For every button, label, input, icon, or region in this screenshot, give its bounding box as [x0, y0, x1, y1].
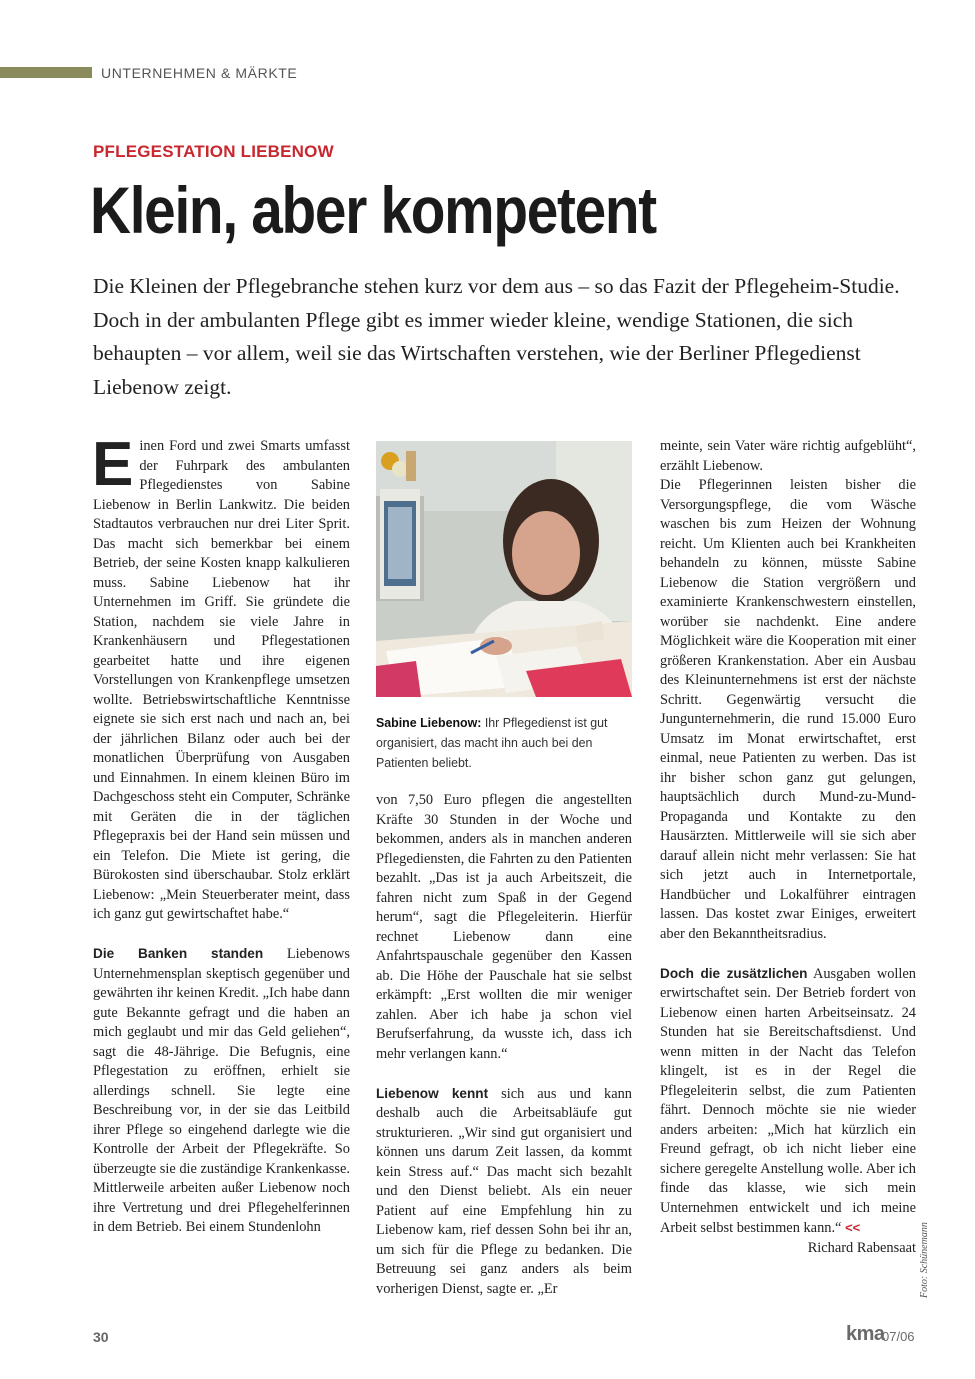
- paragraph: [92, 430, 350, 925]
- photo-caption: [376, 713, 617, 773]
- portrait-photo-drawing: [376, 441, 632, 697]
- end-mark: <<: [845, 1220, 861, 1235]
- paragraph-text: sich aus und kann deshalb auch die Arbeitsabläufe gut strukturieren. „Wir sind gut organisiert und können uns darum Zeit lassen, da kommt kein Stress auf.“ Das macht sich bezahlt und den Dienst beliebt. Als ein neuer Patient auf eine Empfehlung hin zu Liebenow kam, rief dessen Sohn bei ihr an, um sich für die Pflege zu bedanken. Die Betreuung sei ganz anders als beim vorherigen Dienst, sagte er. „Er: [376, 1085, 632, 1297]
- paragraph: Die Pflegerinnen leisten bisher die Versorgungspflege, die vom Wäsche waschen bis zum Heizen der Wohnung reicht. Um Klienten auch bei Krankheiten behandeln zu können, müsste Sabine Liebenow die Station vergrößern und examinierte Krankenschwestern einstellen, worüber sie nachdenkt. Eine andere Möglichkeit wäre die Kooperation mit einer größeren Krankenstation. Aber ein Ausbau des Kleinunternehmens ist erst der nächste Schritt. Gegenwärtig versucht die Jungunternehmerin, die rund 15.000 Euro Umsatz im Monat erwirtschaftet, erst einmal, neue Patienten zu werben. Das ist ihr bisher schon ganz gut gelungen, hauptsächlich durch Mund-zu-Mund-Propaganda und Kontakte zu den Hausärzten. Mittlerweile will sie sich aber darauf allein nicht mehr verlassen: Sie hat sich jetzt auch in Internetportale, Handbücher und Lokalführer eintragen lassen. Das kostet zwar Einiges, erweitert aber den Bekanntheitsradius.: [660, 477, 916, 942]
- photo-credit: Foto: Schünemann: [919, 1222, 930, 1298]
- portrait-photo: [376, 441, 632, 697]
- text-column-2: [376, 791, 632, 1299]
- article-title: Klein, aber kompetent: [90, 173, 656, 247]
- run-in-heading: Doch die zusätzlichen: [660, 965, 808, 981]
- paragraph: [93, 944, 350, 1238]
- issue-number: 07/06: [882, 1329, 915, 1344]
- article-kicker: PFLEGESTATION LIEBENOW: [93, 142, 334, 161]
- paragraph: von 7,50 Euro pflegen die angestellten Kräfte 30 Stunden in der Woche und bekommen, anders als in manchen anderen Pflegediensten, die Fahrten zu den Patienten bezahlt. „Das ist ja auch Arbeitszeit, die fahren nicht zum Spaß in der Gegend herum“, sagt die Pflegeleiterin. Hierfür rechnet Liebenow dann eine Anfahrtspauschale gegenüber den Kassen ab. Die Höhe der Pauschale hat sie selbst erkämpft: „Erst wollten die mir weniger zahlen. Aber ich habe ja schon viel Berufserfahrung, da wusste ich, dass ich mehr verlangen kann.“: [376, 792, 632, 1062]
- author-name: Richard Rabensaat: [807, 1239, 916, 1256]
- paragraph: [660, 964, 916, 1239]
- text-column-3: [660, 437, 916, 1258]
- paragraph-text: inen Ford und zwei Smarts umfasst der Fuhrpark des ambulanten Pflegedienstes von Sabine Liebenow in Berlin Lankwitz. Die beiden Stadtautos verbrauchen nur drei Liter Sprit. Das macht sich bemerkbar bei einem Betrieb, der seine Kosten knapp kalkulieren muss. Sabine Liebenow hat ihr Unternehmen im Griff. Sie gründete die Station, nachdem sie viele Jahre in Krankenhäusern und Pflegestationen gearbeitet hatte und ihre eigenen Vorstellungen von Krankenpflege umsetzen wollte. Betriebswirtschaftliche Kenntnisse eignete sie sich erst nach und nach an, bei der jährlichen Bilanz oder auch bei der monatlichen Überprüfung von Ausgaben und Einnahmen. In einem kleinen Büro im Dachgeschoss steht ein Computer, Schränke mit Geräten die in der täglichen Pflegepraxis bei der Hand sein müssen und ein Telefon. Die Miete ist gering, die Bürokosten sind überschaubar. Stolz erklärt Liebenow: „Mein Steuerberater meint, dass ich ganz gut gewirtschaftet habe.“: [93, 438, 350, 922]
- paragraph: meinte, sein Vater wäre richtig aufgeblüht“, erzählt Liebenow.: [660, 438, 916, 474]
- article-lead: Die Kleinen der Pflegebranche stehen kurz vor dem aus – so das Fazit der Pflegeheim-Studie. Doch in der ambulanten Pflege gibt es immer wieder kleine, wendige Stationen, die sich behaupten – vor allem, weil sie das Wirtschaften verstehen, wie der Berliner Pflegedienst Liebenow zeigt.: [93, 274, 900, 399]
- section-label: UNTERNEHMEN & MÄRKTE: [101, 65, 298, 81]
- section-color-bar: [0, 67, 92, 78]
- paragraph: [376, 1084, 632, 1300]
- page-number: 30: [93, 1329, 109, 1345]
- run-in-heading: Liebenow kennt: [376, 1085, 489, 1101]
- text-column-1: [92, 430, 350, 1238]
- drop-cap: E: [92, 430, 134, 499]
- paragraph-text: Liebenows Unternehmensplan skeptisch gegenüber und gewährten ihr keinen Kredit. „Ich habe dann gute Bekannte gefragt und die haben an mich geglaubt und mir das Geld geliehen“, sagt die 48-Jährige. Die Befugnis, eine Pflegestation zu eröffnen, erhielt sie allerdings schnell. Sie legte eine Beschreibung vor, in der sie das Leitbild ihrer Pflege so eingehend darlegte wie die Kontrolle der Arbeit der Pflegekräfte. So überzeugte sie die zuständige Krankenkasse. Mittlerweile arbeiten außer Liebenow noch ihre Vertretung und drei Pflegehelferinnen in dem Betrieb. Bei einem Stundenlohn: [93, 946, 350, 1235]
- paragraph-text: Ausgaben wollen erwirtschaftet sein. Der Betrieb fordert von Liebenow einen harten Arbeitseinsatz. 24 Stunden hat sie Bereitschaftsdienst. Und wenn mitten in der Nacht das Telefon klingelt, ist es in der Regel die Pflegeleiterin selbst, die zum Patienten fährt. Dennoch möchte sie nie wieder anders arbeiten: „Mich hat kürzlich ein Freund gefragt, ob ich nicht lieber eine sichere geregelte Anstellung wolle. Aber ich finde das klasse, wie sich mein Unternehmen entwickelt und ich meine Arbeit selbst bestimmen kann.“: [660, 965, 916, 1236]
- run-in-heading: Die Banken standen: [93, 946, 264, 961]
- magazine-logo: kma: [846, 1323, 885, 1345]
- caption-name: Sabine Liebenow:: [376, 715, 482, 730]
- caption-text: Ihr Pflegedienst ist gut organisiert, das macht ihn auch bei den Patienten beliebt.: [376, 715, 608, 770]
